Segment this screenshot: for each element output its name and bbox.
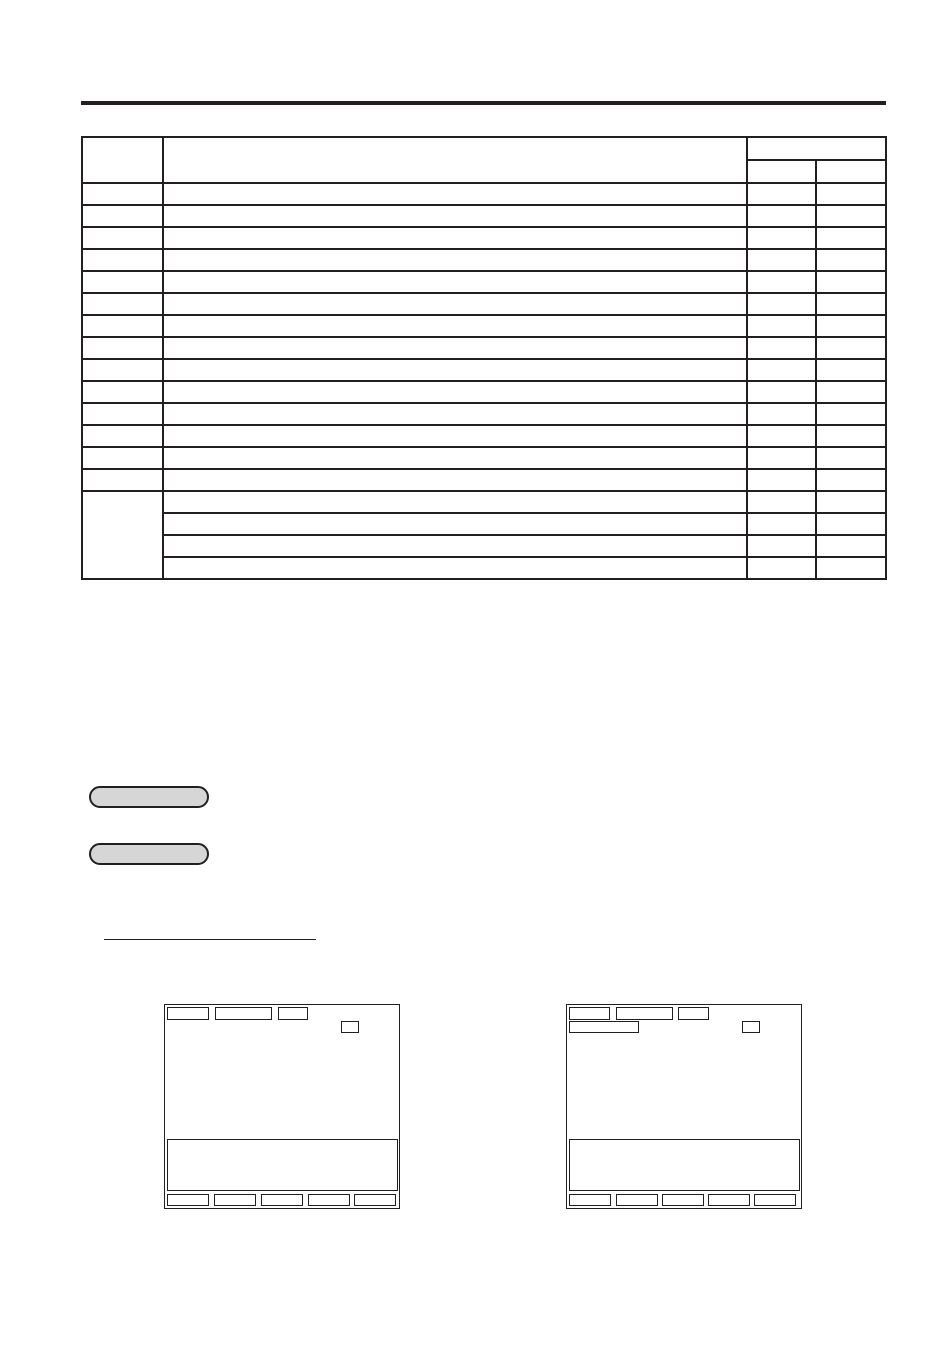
table-cell [816,469,886,491]
status-box [167,1007,209,1020]
table-cell [816,381,886,403]
function-key [308,1194,350,1206]
input-box [569,1021,639,1033]
table-cell [816,249,886,271]
table-cell [747,513,816,535]
function-key [616,1194,658,1206]
table-cell [82,359,163,381]
status-box [278,1007,308,1020]
table-cell [82,249,163,271]
function-key [167,1194,209,1206]
header-subcell-b [816,160,886,183]
top-rule [81,101,886,105]
table-cell [747,183,816,205]
table-cell [163,271,747,293]
table-row [82,469,886,491]
header-subcell-a [747,160,816,183]
table-cell [163,293,747,315]
function-key [261,1194,303,1206]
table-cell [163,337,747,359]
table-cell [747,469,816,491]
table-cell [163,227,747,249]
indicator-box [742,1021,760,1033]
table-cell [82,183,163,205]
indicator-box [341,1021,359,1033]
table-cell [747,315,816,337]
function-key [662,1194,704,1206]
function-key [214,1194,256,1206]
message-area [167,1139,398,1191]
status-box [616,1007,673,1020]
table-cell [816,557,886,579]
table-cell [816,535,886,557]
table-cell [747,491,816,513]
table-cell [747,271,816,293]
table-cell [816,403,886,425]
table-cell [82,447,163,469]
table-group-row [82,535,886,557]
table-cell [816,183,886,205]
function-key [569,1194,611,1206]
table-cell [163,513,747,535]
table-cell [82,227,163,249]
table-cell [163,359,747,381]
table-cell [747,249,816,271]
table-row [82,381,886,403]
table-row [82,337,886,359]
table-cell [816,271,886,293]
table-group-row [82,557,886,579]
table-cell [82,293,163,315]
function-key-bar [569,1194,799,1206]
table-cell [82,469,163,491]
table-row [82,425,886,447]
table-cell [747,337,816,359]
table-row [82,249,886,271]
table-row [82,359,886,381]
table-cell [747,227,816,249]
table-group-row [82,513,886,535]
table-cell [163,425,747,447]
table-cell [816,491,886,513]
table-cell [816,359,886,381]
table-cell [163,491,747,513]
table-cell [747,359,816,381]
table-header-row [82,137,886,160]
table-cell [747,403,816,425]
table-row [82,227,886,249]
function-key [754,1194,796,1206]
table-cell [816,315,886,337]
table-cell [82,315,163,337]
table-cell [163,447,747,469]
table-cell [747,535,816,557]
table-cell [816,337,886,359]
key-button-2[interactable] [89,843,209,865]
group-cell [82,491,163,579]
table-cell [747,447,816,469]
status-box [215,1007,272,1020]
table-cell [163,183,747,205]
table-cell [816,425,886,447]
header-cell-no [82,137,163,183]
table-cell [816,447,886,469]
table-cell [82,271,163,293]
screen-diagram-right [566,1004,802,1209]
table-cell [747,381,816,403]
table-row [82,271,886,293]
screen-diagram-left [164,1004,400,1209]
table-cell [163,469,747,491]
header-cell-description [163,137,747,183]
table-cell [82,205,163,227]
table-cell [163,315,747,337]
status-box [678,1007,709,1020]
table-cell [82,403,163,425]
table-cell [816,227,886,249]
table-cell [163,381,747,403]
table-cell [747,425,816,447]
function-key [708,1194,750,1206]
header-cell-group [747,137,886,160]
message-area [569,1139,800,1191]
table-group-row [82,491,886,513]
table-row [82,315,886,337]
table-cell [82,337,163,359]
table-cell [163,205,747,227]
heading-underline [104,939,316,940]
function-key [354,1194,396,1206]
table-row [82,403,886,425]
table-row [82,205,886,227]
key-button-1[interactable] [89,786,209,808]
table-cell [82,381,163,403]
specification-table [81,136,887,580]
table-row [82,293,886,315]
table-cell [816,205,886,227]
table-row [82,447,886,469]
table-row [82,183,886,205]
table-cell [747,293,816,315]
table-cell [163,535,747,557]
status-box [569,1007,610,1020]
table-cell [747,205,816,227]
table-cell [163,249,747,271]
table-cell [163,403,747,425]
function-key-bar [167,1194,397,1206]
table-cell [82,425,163,447]
table-cell [816,513,886,535]
table-cell [816,293,886,315]
table-cell [747,557,816,579]
table-cell [163,557,747,579]
